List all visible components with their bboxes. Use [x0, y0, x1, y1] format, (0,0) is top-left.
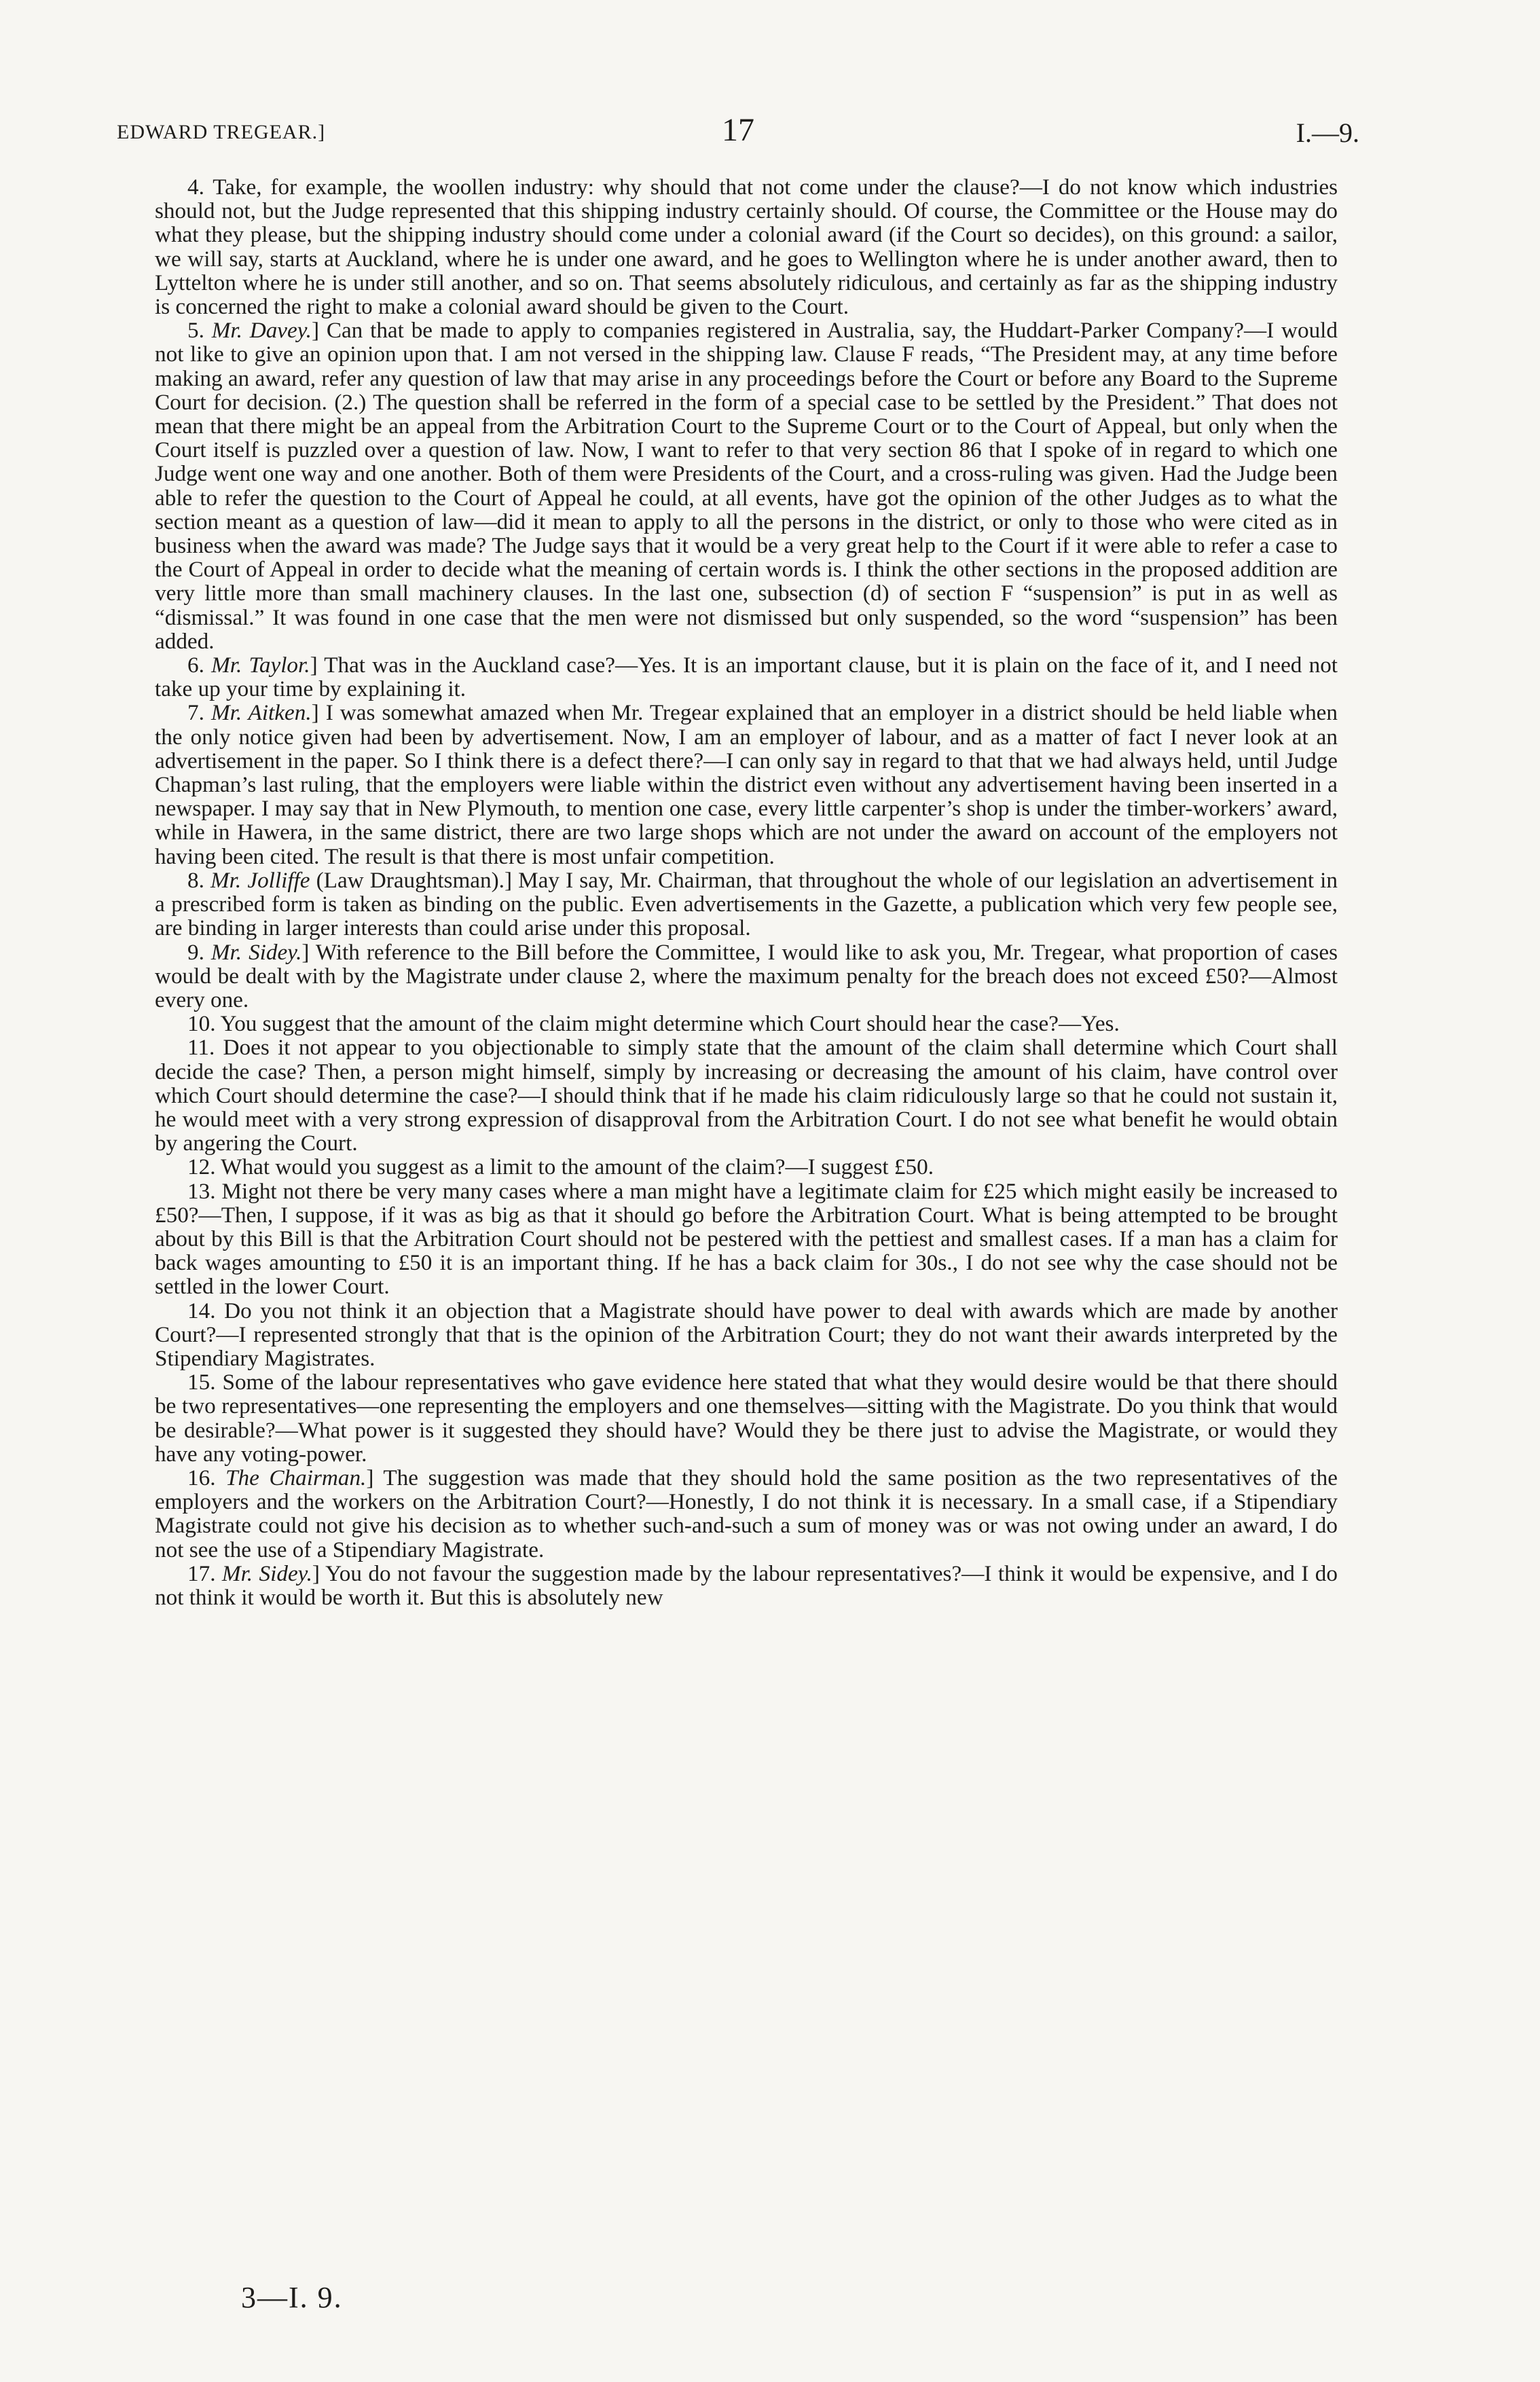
paragraph-10: 10. You suggest that the amount of the claim might determine which Court should hear the case?—Yes. [187, 1011, 1120, 1037]
paragraph-14: 14. Do you not think it an objection that a Magistrate should have power to deal with awards which are made by another Court?—I represented strongly that that is the opinion of the Arbitration Court; they do not want their awards interpreted by the Stipendiary Magistrates. [155, 1298, 1338, 1371]
paragraph-8: 8. Mr. Jolliffe (Law Draughtsman).] May I say, Mr. Chairman, that throughout the whole of our legislation an advertisement in a prescribed form is taken as binding on the public. Even advertisements in the Gazette, a publication which very few people see, are binding in larger interests than could arise under this proposal. [155, 867, 1338, 941]
paragraph-5: 5. Mr. Davey.] Can that be made to apply to companies registered in Australia, say, the Huddart-Parker Company?—I would not like to give an opinion upon that. I am not versed in the shipping law. Clause F reads, “The President may, at any time before making an award, refer any question of law that may arise in any proceedings before the Court or before any Board to the Supreme Court for decision. (2.) The question shall be referred in the form of a special case to be settled by the President.” That does not mean that there might be an appeal from the Arbitration Court to the Supreme Court or to the Court of Appeal, but only when the Court itself is puzzled over a question of law. Now, I want to refer to that very section 86 that I spoke of in regard to which one Judge went one way and one another. Both of them were Presidents of the Court, and a cross-ruling was given. Had the Judge been able to refer the question to the Court of Appeal he could, at all events, have got the opinion of the other Judges as to what the section meant as a question of law—did it mean to apply to all the persons in the district, or only to those who were cited as in business when the award was made? The Judge says that it would be a very great help to the Court if it were able to refer a case to the Court of Appeal in order to decide what the meaning of certain words is. I think the other sections in the proposed addition are very little more than small machinery clauses. In the last one, subsection (d) of section F “suspension” is put in as well as “dismissal.” It was found in one case that the men were not dismissed but only suspended, so the word “suspension” has been added. [155, 318, 1338, 654]
paragraph-12: 12. What would you suggest as a limit to the amount of the claim?—I suggest £50. [187, 1154, 934, 1180]
body-text [155, 175, 1338, 1609]
speaker: Mr. Aitken. [210, 700, 312, 726]
page-number: 17 [722, 112, 754, 148]
speaker: Mr. Davey. [211, 318, 312, 344]
speaker: Mr. Sidey. [210, 939, 302, 965]
paragraph-9: 9. Mr. Sidey.] With reference to the Bill before the Committee, I would like to ask you, Mr. Tregear, what proportion of cases would be dealt with by the Magistrate under clause 2, where the maximum penalty for the breach does not exceed £50?—Almost every one. [155, 939, 1338, 1012]
document-reference: I.—9. [1296, 117, 1359, 148]
signature-mark: 3—I. 9. [241, 2281, 343, 2314]
paragraph-4: 4. Take, for example, the woollen industry: why should that not come under the clause?—I do not know which industries should not, but the Judge represented that this shipping industry certainly should. Of course, the Committee or the House may do what they please, but the shipping industry should come under a colonial award (if the Court so decides), on this ground: a sailor, we will say, starts at Auckland, where he is under one award, and he goes to Wellington where he is under another award, then to Lyttelton where he is under still another, and so on. That seems absolutely ridiculous, and certainly as far as the shipping industry is concerned the right to make a colonial award should be given to the Court. [155, 175, 1338, 320]
paragraph-7: 7. Mr. Aitken.] I was somewhat amazed when Mr. Tregear explained that an employer in a district should be held liable when the only notice given had been by advertisement. Now, I am an employer of labour, and as a matter of fact I never look at an advertisement in the paper. So I think there is a defect there?—I can only say in regard to that that we had always held, until Judge Chapman’s last ruling, that the employers were liable within the district even without any advertisement having been inserted in a newspaper. I may say that in New Plymouth, to mention one case, every little carpenter’s shop is under the timber-workers’ award, while in Hawera, in the same district, there are two large shops which are not under the award on account of the employers not having been cited. The result is that there is most unfair competition. [155, 700, 1338, 869]
speaker: The Chairman. [225, 1465, 367, 1490]
witness-name: EDWARD TREGEAR.] [117, 121, 326, 143]
paragraph-16: 16. The Chairman.] The suggestion was made that they should hold the same position as the two representatives of the employers and the workers on the Arbitration Court?—Honestly, I do not think it is necessary. In a small case, if a Stipendiary Magistrate could not give his decision as to whether such-and-such a sum of money was or was not owing under an award, I do not see the use of a Stipendiary Magistrate. [155, 1465, 1338, 1562]
speaker: Mr. Taylor. [211, 653, 310, 678]
speaker: Mr. Jolliffe [210, 867, 310, 893]
page-header [117, 112, 1359, 158]
paragraph-6: 6. Mr. Taylor.] That was in the Auckland case?—Yes. It is an important clause, but it is plain on the face of it, and I need not take up your time by explaining it. [155, 653, 1338, 702]
paragraph-15: 15. Some of the labour representatives who gave evidence here stated that what they would desire would be that there should be two representatives—one representing the employers and one themselves—sitting with the Magistrate. Do you think that would be desirable?—What power is it suggested they should have? Would they be there just to advise the Magistrate, or would they have any voting-power. [155, 1370, 1338, 1467]
paragraph-13: 13. Might not there be very many cases where a man might have a legitimate claim for £25 which might easily be increased to £50?—Then, I suppose, if it was as big as that it should go before the Arbitration Court. What is being attempted to be brought about by this Bill is that the Arbitration Court should not be pestered with the pettiest and smallest cases. If a man has a claim for back wages amounting to £50 it is an important thing. If he has a back claim for 30s., I do not see why the case should not be settled in the lower Court. [155, 1178, 1338, 1300]
speaker: Mr. Sidey. [221, 1560, 312, 1586]
paragraph-11: 11. Does it not appear to you objectionable to simply state that the amount of the claim shall determine which Court shall decide the case? Then, a person might himself, simply by increasing or decreasing the amount of his claim, have control over which Court should determine the case?—I should think that if he made his claim ridiculously large so that he could not sustain it, he would meet with a very strong expression of disapproval from the Arbitration Court. I do not see what benefit he would obtain by angering the Court. [155, 1035, 1338, 1156]
paragraph-17: 17. Mr. Sidey.] You do not favour the suggestion made by the labour representatives?—I think it would be expensive, and I do not think it would be worth it. But this is absolutely new [155, 1560, 1338, 1610]
